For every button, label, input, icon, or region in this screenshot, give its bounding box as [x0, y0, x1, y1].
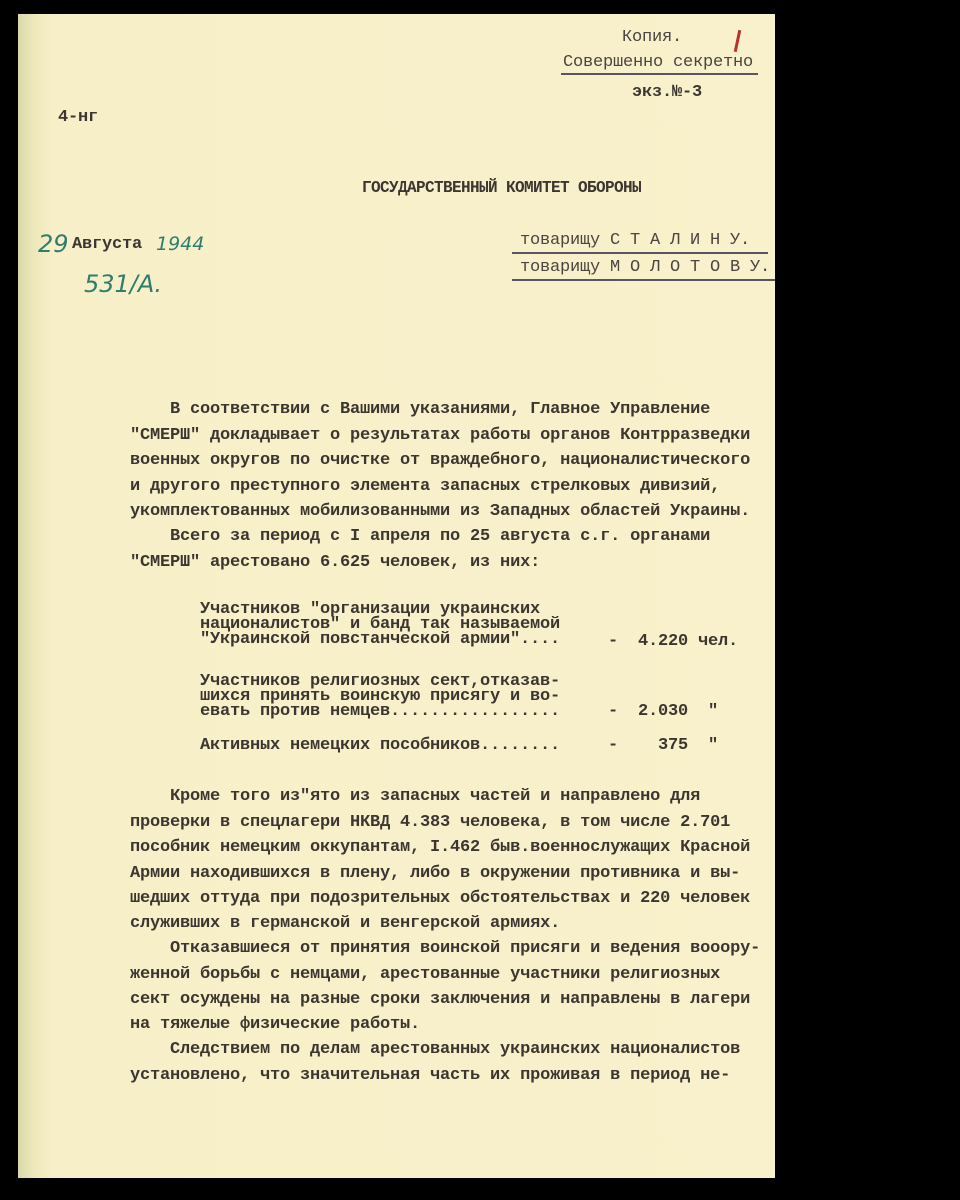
list-item-line: националистов" и банд так называемой [200, 615, 561, 634]
text-line: "СМЕРШ" арестовано 6.625 человек, из них: [130, 553, 541, 572]
copy-label: Копия. [622, 28, 683, 47]
registration-number-handwritten: 531/А. [84, 270, 162, 298]
list-item-line: "Украинской повстанческой армии".... [200, 630, 561, 649]
recipient-underline [512, 252, 768, 254]
text-line: "СМЕРШ" докладывает о результатах работы органов Контрразведки [130, 426, 751, 445]
date-month: Августа [72, 235, 143, 254]
text-line: женной борьбы с немцами, арестованные участники религиозных [130, 965, 721, 984]
date-day-handwritten: 29 [38, 230, 69, 258]
copy-number: экз.№-3 [632, 83, 703, 102]
recipient-underline [512, 279, 775, 281]
text-line: Следствием по делам арестованных украинских националистов [130, 1040, 741, 1059]
recipient-molotov: товарищу М О Л О Т О В У. [520, 258, 771, 277]
text-line: В соответствии с Вашими указаниями, Главное Управление [130, 400, 711, 419]
text-line: на тяжелые физические работы. [130, 1015, 421, 1034]
classification-underline [561, 73, 758, 75]
document-page [18, 14, 775, 1178]
recipient-stalin: товарищу С Т А Л И Н У. [520, 231, 751, 250]
list-item-line: Активных немецких пособников........ [200, 736, 561, 755]
classification-label: Совершенно секретно [563, 53, 754, 72]
text-line: проверки в спецлагери НКВД 4.383 человека, в том числе 2.701 [130, 813, 731, 832]
document-title: ГОСУДАРСТВЕННЫЙ КОМИТЕТ ОБОРОНЫ [362, 178, 642, 198]
text-line: установлено, что значительная часть их проживая в период не- [130, 1066, 731, 1085]
text-line: Всего за период с I апреля по 25 августа с.г. органами [130, 527, 711, 546]
list-item-value: - 4.220 чел. [608, 632, 739, 651]
text-line: и другого преступного элемента запасных стрелковых дивизий, [130, 477, 721, 496]
list-item-value: - 2.030 " [608, 702, 719, 721]
text-line: Армии находившихся в плену, либо в окружении противника и вы- [130, 864, 741, 883]
text-line: служивших в германской и венгерской армиях. [130, 914, 561, 933]
list-item-line: Участников "организации украинских [200, 600, 541, 619]
text-line: военных округов по очистке от враждебного, националистического [130, 451, 751, 470]
red-check-mark-icon [734, 30, 742, 52]
text-line: шедших оттуда при подозрительных обстоятельствах и 220 человек [130, 889, 751, 908]
text-line: сект осуждены на разные сроки заключения и направлены в лагери [130, 990, 751, 1009]
document-index: 4-нг [58, 108, 99, 127]
text-line: Кроме того из"ято из запасных частей и направлено для [130, 787, 701, 806]
date-year-handwritten: 1944 [156, 233, 205, 255]
list-item-line: евать против немцев................. [200, 702, 561, 721]
list-item-value: - 375 " [608, 736, 719, 755]
text-line: укомплектованных мобилизованными из Западных областей Украины. [130, 502, 751, 521]
text-line: Отказавшиеся от принятия воинской присяги и ведения вооору- [130, 939, 761, 958]
text-line: пособник немецким оккупантам, I.462 быв.военнослужащих Красной [130, 838, 751, 857]
list-item-line: Участников религиозных сект,отказав- [200, 672, 561, 691]
list-item-line: шихся принять воинскую присягу и во- [200, 687, 561, 706]
